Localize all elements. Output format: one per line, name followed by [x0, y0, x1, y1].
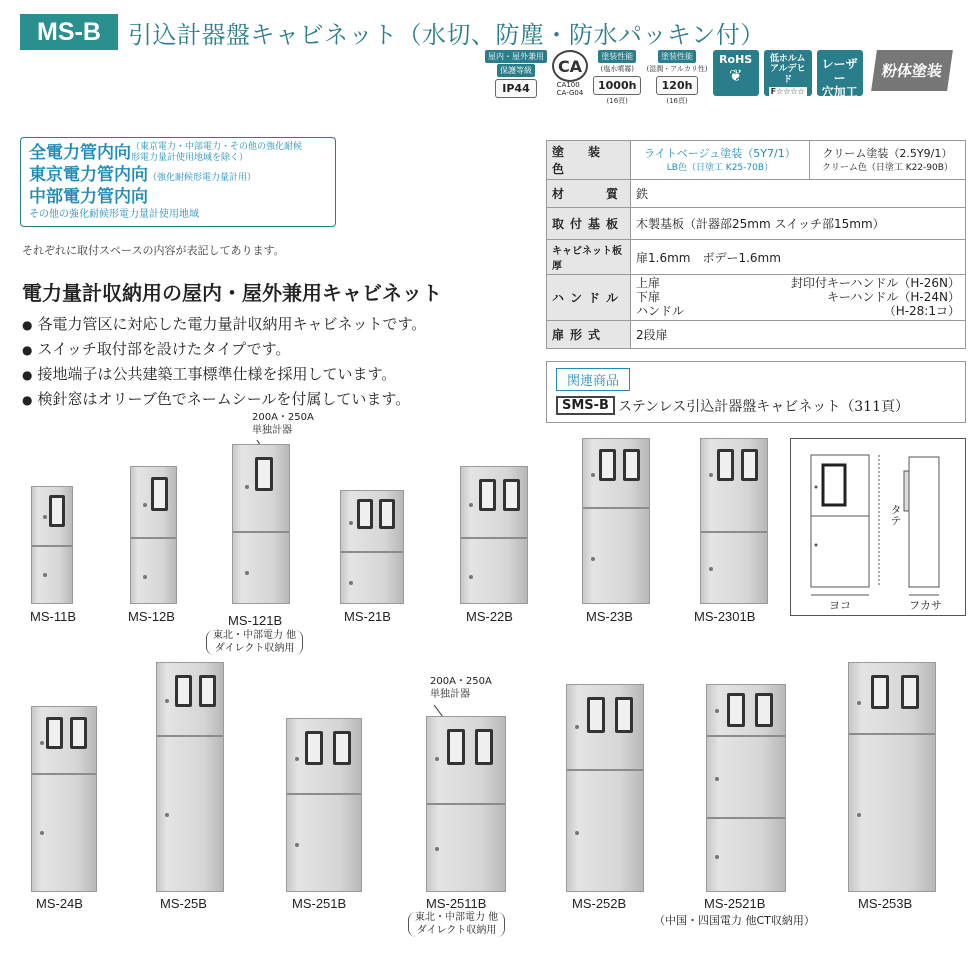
spec-color-cream: [809, 141, 965, 180]
paint1-sub-caption: (塩水噴霧): [600, 65, 634, 73]
formaldehyde-2: アルデヒド: [769, 64, 806, 85]
ct-note: （中国・四国電力 他CT収納用）: [654, 914, 815, 927]
spec-material-label: 材 質: [547, 180, 631, 208]
direct-a-2: 東北・中部電力 他: [415, 912, 499, 923]
color-cream-sub: クリーム色（日塗工 K22-90B）: [821, 162, 953, 173]
spec-handle-label: ハンドル: [547, 275, 631, 321]
formaldehyde-1: 低ホルム: [769, 54, 806, 64]
rohs-badge: [713, 50, 759, 96]
ip-caption: 屋内・屋外兼用: [485, 50, 547, 63]
handle-upper-key: 上扉: [636, 276, 661, 290]
dimension-width: ヨコ: [829, 599, 851, 612]
ip-caption-2: 保護等級: [497, 64, 535, 77]
region-all: [29, 142, 327, 164]
paint-alkali-badge: [646, 50, 707, 106]
page-title: 引込計器盤キャビネット（水切、防塵・防水パッキン付）: [128, 21, 765, 49]
laser-badge: [817, 50, 863, 99]
color-lb-sub: LB色（日塗工 K25-70B）: [666, 162, 774, 173]
cabinet-ms-121b: [232, 444, 290, 604]
color-cream-name: クリーム塗装（2.5Y9/1）: [822, 146, 953, 160]
region-tokyo-note: （強化耐候形電力量計用）: [148, 173, 257, 184]
formaldehyde-badge: [764, 50, 812, 96]
spec-base-label: 取付基板: [547, 208, 631, 240]
cabinet-ms-25b: [156, 662, 224, 892]
cabinet-ms-21b: [340, 490, 404, 604]
region-chubu-note: その他の強化耐候形電力量計使用地域: [29, 209, 199, 221]
product-label: MS-25B: [160, 896, 207, 911]
ca-mark-icon: CA: [552, 50, 588, 82]
related-label: 関連商品: [556, 368, 630, 391]
single-meter-a-2: 200A・250A: [430, 676, 492, 687]
region-tokyo-label: 東京電力管内向: [29, 165, 148, 186]
cabinet-ms-24b: [31, 706, 97, 892]
feature-list: [22, 312, 426, 412]
product-label: MS-2301B: [694, 609, 756, 624]
paint-salt-badge: [593, 50, 641, 106]
cabinet-ms-2511b: [426, 716, 506, 892]
cabinet-ms-2521b: [706, 684, 786, 892]
direct-note-2: [408, 912, 505, 937]
product-label: MS-253B: [858, 896, 913, 911]
ca-badge: [552, 50, 588, 97]
handle-handle-key: ハンドル: [636, 303, 685, 318]
dimension-depth: フカサ: [909, 599, 942, 612]
feature-item: ● 各電力管区に対応した電力量計収納用キャビネットです。: [22, 312, 426, 337]
single-meter-b: 単独計器: [252, 424, 292, 436]
spec-door-label: 扉形式: [547, 321, 631, 349]
product-label: MS-22B: [466, 609, 513, 624]
related-code[interactable]: SMS-B: [556, 396, 615, 415]
cabinet-ms-12b: [130, 466, 177, 604]
handle-handle-value: （H-28:1コ）: [883, 303, 960, 318]
product-label: MS-251B: [292, 896, 347, 911]
region-caption: それぞれに取付スペースの内容が表記してあります。: [22, 244, 285, 257]
product-label: MS-24B: [36, 896, 83, 911]
cabinet-ms-2301b: [700, 438, 768, 604]
certification-badges: [485, 50, 950, 106]
spec-base-value: 木製基板（計器部25mm スイッチ部15mm）: [631, 208, 966, 240]
spec-thickness-value: 扉1.6mm ボデー1.6mm: [631, 240, 966, 275]
direct-note: [206, 630, 303, 655]
paint2-value: 120h: [656, 76, 698, 95]
product-label: MS-252B: [572, 896, 627, 911]
laser-1: レーザー: [821, 57, 858, 85]
product-label: MS-11B: [30, 609, 76, 624]
cabinet-ms-252b: [566, 684, 644, 892]
cabinet-ms-11b: [31, 486, 73, 604]
single-meter-note-2: [430, 676, 492, 701]
handle-lower-value: キーハンドル（H-24N）: [826, 289, 960, 304]
region-tokyo: [29, 164, 327, 186]
product-label: MS-2521B: [704, 896, 766, 911]
region-all-note: （東京電力・中部電力・その他の強化耐候形電力量計使用地域を除く）: [131, 142, 303, 163]
spec-color-lb: [631, 141, 810, 180]
spec-door-value: 2段扉: [631, 321, 966, 349]
paint1-caption: 塗装性能: [598, 50, 636, 63]
cabinet-ms-23b: [582, 438, 650, 604]
single-meter-a: 200A・250A: [252, 412, 314, 423]
cabinet-ms-253b: [848, 662, 936, 892]
cabinet-ms-22b: [460, 466, 528, 604]
feature-item: ● スイッチ取付部を設けたタイプです。: [22, 337, 426, 362]
ca-sub-1: CA100: [556, 81, 580, 89]
direct-b-2: ダイレクト収納用: [416, 924, 497, 936]
region-chubu: 中部電力管内向: [29, 187, 148, 208]
handle-upper-value: 封印付キーハンドル（H-26N）: [790, 276, 960, 290]
product-label: MS-23B: [586, 609, 633, 624]
powder-coat-badge: 粉体塗装: [871, 50, 953, 91]
ip-badge: [485, 50, 547, 98]
spec-handle-value: [631, 275, 966, 321]
color-lb-name: ライトベージュ塗装（5Y7/1）: [644, 146, 796, 160]
rohs-label: RoHS: [719, 53, 753, 66]
direct-b: ダイレクト収納用: [214, 642, 295, 654]
laser-2: 穴加工: [821, 84, 858, 99]
spec-table: [546, 140, 966, 349]
product-label: MS-21B: [344, 609, 391, 624]
dimension-height: タテ: [889, 504, 902, 526]
paint2-sub-caption: (湿潤・アルカリ性): [646, 65, 708, 73]
paint2-note: (16頁): [666, 97, 688, 105]
product-label: MS-2511B: [426, 896, 487, 911]
product-label: MS-12B: [128, 609, 175, 624]
related-link[interactable]: ステンレス引込計器盤キャビネット（311頁）: [618, 399, 909, 415]
ip-value: IP44: [495, 79, 537, 98]
product-label: MS-121B: [228, 613, 283, 628]
feature-item: ● 接地端子は公共建築工事標準仕様を採用しています。: [22, 362, 426, 387]
spec-color-label: 塗 装 色: [547, 141, 631, 180]
feature-item: ● 検針窓はオリーブ色でネームシールを付属しています。: [22, 387, 426, 412]
single-meter-note: [252, 412, 314, 437]
paint2-caption: 塗装性能: [658, 50, 696, 63]
model-tag: MS-B: [20, 14, 118, 50]
single-meter-b-2: 単独計器: [430, 688, 470, 700]
region-all-label: 全電力管内向: [29, 143, 131, 163]
dimension-diagram: [790, 438, 966, 616]
leaf-icon: ❦: [728, 65, 743, 85]
region-box: [20, 137, 336, 227]
spec-thickness-label: キャビネット板厚: [547, 240, 631, 275]
dimension-drawing: [791, 439, 967, 617]
features-heading: 電力量計収納用の屋内・屋外兼用キャビネット: [22, 281, 442, 305]
spec-material-value: 鉄: [631, 180, 966, 208]
formaldehyde-3: F☆☆☆☆: [770, 87, 805, 97]
paint1-note: (16頁): [606, 97, 628, 105]
handle-lower-key: 下扉: [636, 289, 661, 304]
ca-sub-2: CA-G04: [556, 88, 584, 97]
paint1-value: 1000h: [593, 76, 641, 95]
cabinet-ms-251b: [286, 718, 362, 892]
direct-a: 東北・中部電力 他: [213, 630, 297, 641]
